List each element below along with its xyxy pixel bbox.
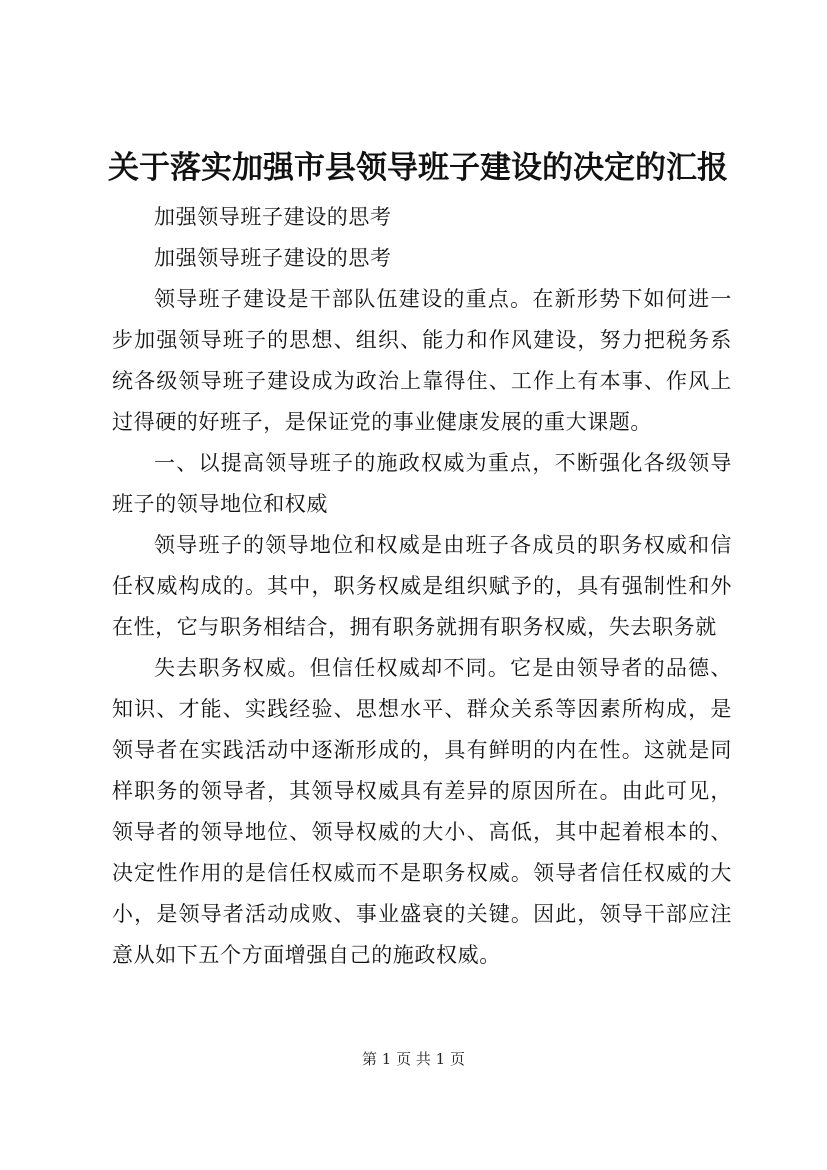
- document-body: [112, 197, 732, 976]
- paragraph-subheading-1: 加强领导班子建设的思考: [154, 205, 392, 229]
- paragraph-intro: 领导班子建设是干部队伍建设的重点。在新形势下如何进一步加强领导班子的思想、组织、能力和作风建设，努力把税务系统各级领导班子建设成为政治上靠得住、工作上有本事、作风上过得硬的好班子，是保证党的事业健康发展的重大课题。: [112, 287, 732, 434]
- page-footer: 第 1 页 共 1 页: [362, 1050, 465, 1068]
- paragraph-subheading-2: 加强领导班子建设的思考: [154, 246, 392, 270]
- document-title: 关于落实加强市县领导班子建设的决定的汇报: [108, 150, 728, 186]
- paragraph-authority-2: 失去职务权威。但信任权威却不同。它是由领导者的品德、知识、才能、实践经验、思想水平、群众关系等因素所构成，是领导者在实践活动中逐渐形成的，具有鲜明的内在性。这就是同样职务的领导者，其领导权威具有差异的原因所在。由此可见，领导者的领导地位、领导权威的大小、高低，其中起着根本的、决定性作用的是信任权威而不是职务权威。领导者信任权威的大小，是领导者活动成败、事业盛衰的关键。因此，领导干部应注意从如下五个方面增强自己的施政权威。: [112, 656, 732, 967]
- paragraph-section-heading: 一、以提高领导班子的施政权威为重点，不断强化各级领导班子的领导地位和权威: [112, 451, 732, 516]
- paragraph-authority-1: 领导班子的领导地位和权威是由班子各成员的职务权威和信任权威构成的。其中，职务权威是组织赋予的，具有强制性和外在性，它与职务相结合，拥有职务就拥有职务权威，失去职务就: [112, 533, 732, 639]
